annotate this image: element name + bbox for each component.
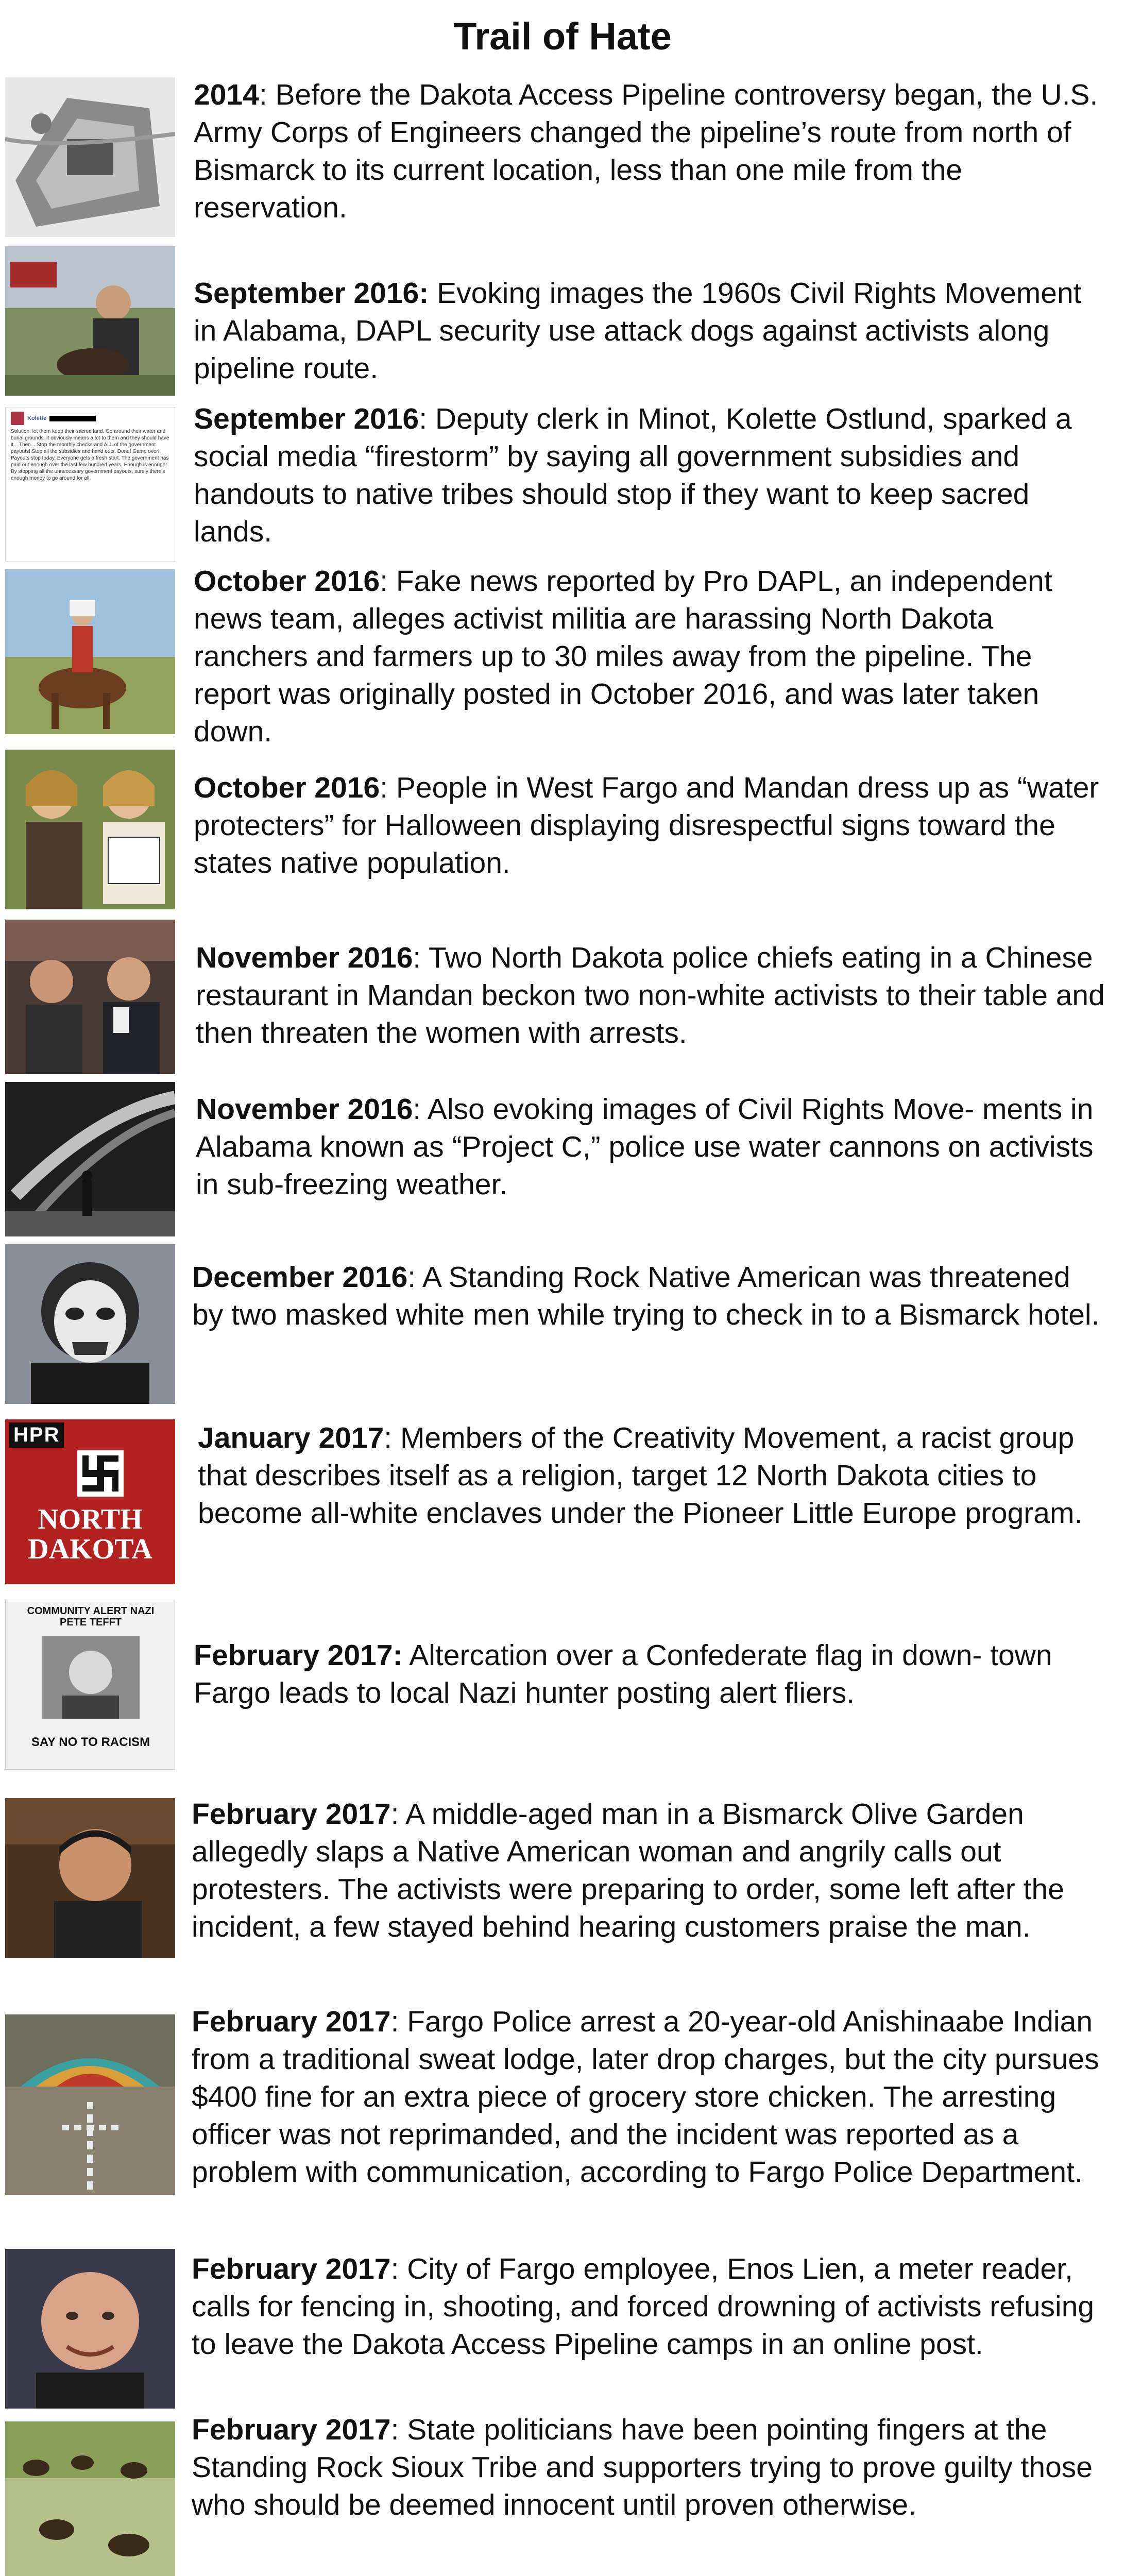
post-author: Kolette xyxy=(27,415,47,421)
entry-date: February 2017: xyxy=(194,1639,403,1672)
entry-text xyxy=(192,2411,1103,2524)
entry-date: January 2017 xyxy=(198,1421,384,1454)
entry-description: Evoking images the 1960s Civil Rights Movement in Alabama, DAPL security use attack dogs against activists along pipeline route. xyxy=(194,277,1082,385)
avatar xyxy=(11,412,24,425)
horse-rider-photo xyxy=(5,569,175,734)
entry-date: November 2016 xyxy=(196,1093,413,1126)
entry-description: : Deputy clerk in Minot, Kolette Ostlund, sparked a social media “firestorm” by saying all government subsidies and handouts to native tribes should stop if they want to keep sacred lands. xyxy=(194,402,1072,548)
entry-description: : A middle-aged man in a Bismarck Olive Garden allegedly slaps a Native American woman and angrily calls out protesters. The activists were preparing to order, some left after the incident, a few stayed behind hearing customers praise the man. xyxy=(192,1798,1064,1943)
enos-lien-photo xyxy=(5,2249,175,2409)
entry-text xyxy=(192,2003,1114,2191)
bison-field-photo xyxy=(5,2421,175,2576)
redaction-bar xyxy=(49,416,96,421)
entry-date: September 2016 xyxy=(194,402,419,435)
entry-description: : Fargo Police arrest a 20-year-old Anishinaabe Indian from a traditional sweat lodge, later drop charges, but the city pursues $400 fine for an extra piece of grocery store chicken. The arresting officer was not reprimanded, and the incident was reported as a problem with communication, according to Fargo Police Department. xyxy=(192,2005,1099,2189)
entry-date: February 2017 xyxy=(192,2252,391,2285)
entry-text xyxy=(194,1637,1105,1712)
creativity-movement-banner-image xyxy=(5,1419,175,1584)
entry-text xyxy=(196,1091,1107,1204)
attack-dogs-photo xyxy=(5,246,175,396)
entry-description: : Before the Dakota Access Pipeline controversy began, the U.S. Army Corps of Engineers changed the pipeline’s route from north of Bismarck to its current location, less than one mile from the reservation. xyxy=(194,78,1098,224)
entry-text xyxy=(194,769,1105,882)
halloween-costume-photo xyxy=(5,750,175,909)
flier-footer: SAY NO TO RACISM xyxy=(31,1735,150,1749)
entry-text xyxy=(192,1259,1104,1334)
entry-text xyxy=(192,2250,1103,2363)
entry-text xyxy=(198,1419,1110,1532)
entry-date: February 2017 xyxy=(192,1798,391,1831)
entry-date: February 2017 xyxy=(192,2413,391,2446)
swastika-icon xyxy=(77,1450,124,1497)
sweat-lodge-photo xyxy=(5,2014,175,2195)
entry-text xyxy=(192,1795,1103,1946)
masked-man-photo xyxy=(5,1244,175,1404)
aerial-pipeline-photo xyxy=(5,77,175,237)
entry-text xyxy=(194,275,1105,387)
entry-date: September 2016: xyxy=(194,277,429,310)
entry-description: : State politicians have been pointing fingers at the Standing Rock Sioux Tribe and supporters trying to prove guilty those who should be deemed innocent until proven otherwise. xyxy=(192,2413,1093,2521)
north-dakota-text: NORTH DAKOTA xyxy=(28,1503,152,1565)
entry-date: October 2016 xyxy=(194,771,380,804)
entry-date: 2014 xyxy=(194,78,259,111)
entry-date: November 2016 xyxy=(196,941,413,974)
entry-description: : Fake news reported by Pro DAPL, an independent news team, alleges activist militia are harassing North Dakota ranchers and farmers up to 30 miles away from the pipeline. The report was originally posted in October 2016, and was later taken down. xyxy=(194,565,1052,748)
entry-description: : Members of the Creativity Movement, a racist group that describes itself as a religion, target 12 North Dakota cities to become all-white enclaves under the Pioneer Little Europe program. xyxy=(198,1421,1083,1530)
entry-date: February 2017 xyxy=(192,2005,391,2038)
entry-description: : People in West Fargo and Mandan dress up as “water protecters” for Halloween displaying disrespectful signs toward the states native population. xyxy=(194,771,1099,879)
water-cannon-photo xyxy=(5,1082,175,1236)
entry-description: : City of Fargo employee, Enos Lien, a meter reader, calls for fencing in, shooting, and forced drowning of activists refusing to leave the Dakota Access Pipeline camps in an online post. xyxy=(192,2252,1095,2361)
entry-text xyxy=(194,76,1105,227)
page-title: Trail of Hate xyxy=(453,15,672,58)
entry-description: : Two North Dakota police chiefs eating in a Chinese restaurant in Mandan beckon two non-white activists to their table and then threaten the women with arrests. xyxy=(196,941,1105,1049)
entry-description: : Also evoking images of Civil Rights Move- ments in Alabama known as “Project C,” police use water cannons on activists in sub-freezing weather. xyxy=(196,1093,1094,1201)
facebook-post-screenshot xyxy=(5,407,175,562)
flier-portrait xyxy=(42,1636,140,1719)
entry-description: Altercation over a Confederate flag in down- town Fargo leads to local Nazi hunter posting alert fliers. xyxy=(194,1639,1052,1709)
post-body: Solution: let them keep their sacred land. Go around their water and burial grounds. It obviously means a lot to them and they should have it... Then... Stop the monthly checks and ALL of the government payouts! Stop all the subsidies and hand outs. Done! Game over! Payouts stop today. Everyone gets a fresh start. The government has paid out enough over the last few hundred years. Enough is enough! By stopping all the unnecessary government payouts, surely there's enough money to go around for all. xyxy=(11,429,169,481)
entry-text xyxy=(194,400,1105,551)
hpr-logo: HPR xyxy=(9,1422,64,1448)
entry-text xyxy=(196,939,1107,1052)
entry-date: October 2016 xyxy=(194,565,380,598)
olive-garden-man-photo xyxy=(5,1798,175,1958)
entry-date: December 2016 xyxy=(192,1261,408,1294)
flier-header: COMMUNITY ALERT NAZI PETE TEFFT xyxy=(27,1605,155,1628)
entry-description: : A Standing Rock Native American was threatened by two masked white men while trying to check in to a Bismarck hotel. xyxy=(192,1261,1100,1331)
entry-text xyxy=(194,563,1105,751)
nazi-alert-flier-image xyxy=(5,1600,175,1770)
police-chiefs-photo xyxy=(5,920,175,1074)
